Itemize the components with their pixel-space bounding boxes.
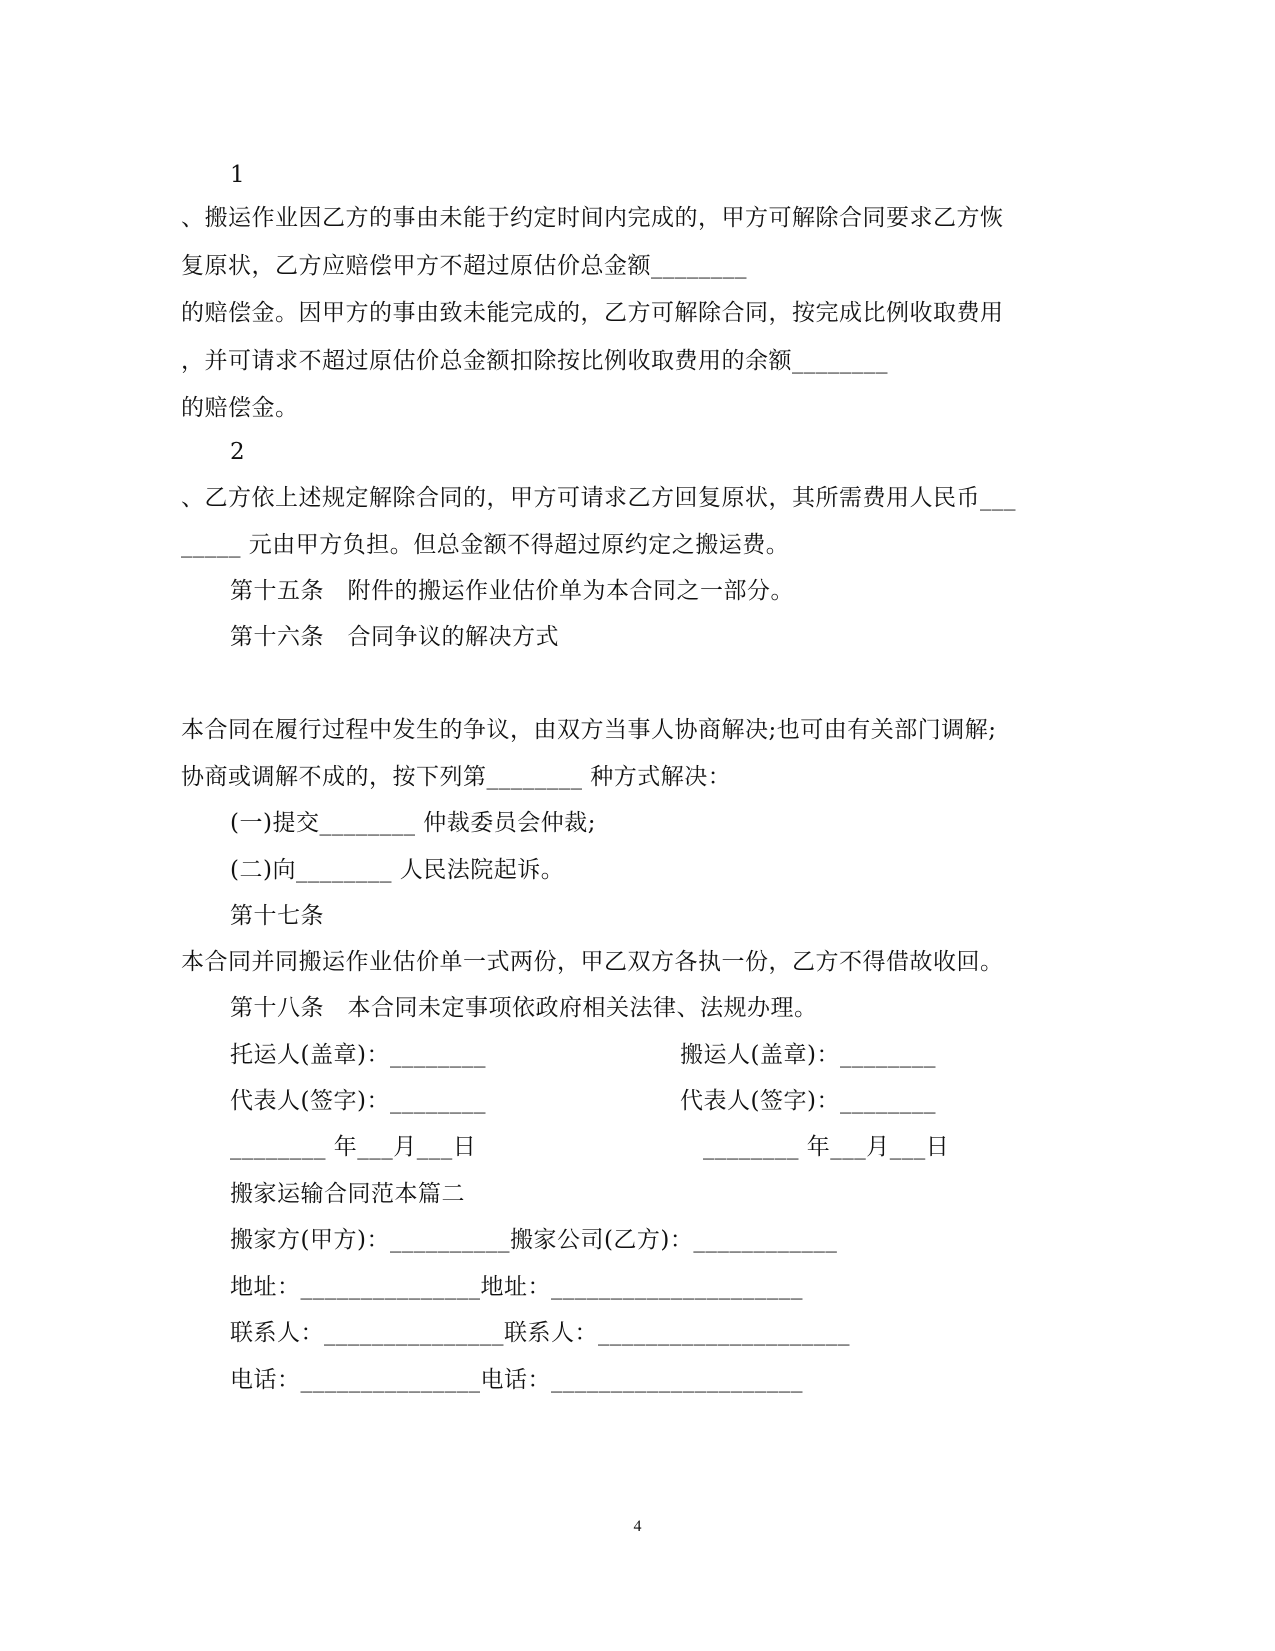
- item-number-2: 2: [230, 439, 246, 465]
- paragraph-line: 的赔偿金。因甲方的事由致未能完成的，乙方可解除合同，按完成比例收取费用: [181, 300, 1004, 326]
- article-18: 第十八条 本合同未定事项依政府相关法律、法规办理。: [230, 995, 818, 1021]
- section-title: 搬家运输合同范本篇二: [230, 1181, 465, 1207]
- paragraph-line: 、搬运作业因乙方的事由未能于约定时间内完成的，甲方可解除合同要求乙方恢: [181, 205, 1004, 231]
- item-number-1: 1: [230, 162, 246, 188]
- page-number: 4: [633, 1518, 642, 1535]
- parties-field: 搬家方(甲方)：__________搬家公司(乙方)：____________: [230, 1227, 838, 1253]
- contact-field: 联系人：_______________联系人：_____________________: [230, 1320, 850, 1346]
- paragraph-line: _____ 元由甲方负担。但总金额不得超过原约定之搬运费。: [181, 532, 790, 558]
- paragraph-line: 本合同并同搬运作业估价单一式两份，甲乙双方各执一份，乙方不得借故收回。: [181, 949, 1004, 975]
- paragraph-line: ，并可请求不超过原估价总金额扣除按比例收取费用的余额________: [181, 348, 888, 374]
- paragraph-line: 、乙方依上述规定解除合同的，甲方可请求乙方回复原状，其所需费用人民币___: [181, 485, 1016, 511]
- option-arbitration: (一)提交________ 仲裁委员会仲裁;: [230, 810, 597, 836]
- phone-field: 电话：_______________电话：_____________________: [230, 1367, 803, 1393]
- article-15: 第十五条 附件的搬运作业估价单为本合同之一部分。: [230, 578, 794, 604]
- address-field: 地址：_______________地址：_____________________: [230, 1274, 803, 1300]
- carrier-seal-field: 搬运人(盖章)：________: [680, 1042, 936, 1068]
- paragraph-line: 复原状，乙方应赔偿甲方不超过原估价总金额________: [181, 253, 747, 279]
- shipper-seal-field: 托运人(盖章)：________: [230, 1042, 486, 1068]
- paragraph-line: 本合同在履行过程中发生的争议，由双方当事人协商解决;也可由有关部门调解;: [181, 717, 997, 743]
- paragraph-line: 协商或调解不成的，按下列第________ 种方式解决：: [181, 764, 732, 790]
- article-17-heading: 第十七条: [230, 903, 324, 929]
- carrier-date-field: ________ 年___月___日: [703, 1134, 950, 1160]
- option-court: (二)向________ 人民法院起诉。: [230, 857, 565, 883]
- shipper-rep-signature-field: 代表人(签字)：________: [230, 1088, 486, 1114]
- paragraph-line: 的赔偿金。: [181, 395, 299, 421]
- carrier-rep-signature-field: 代表人(签字)：________: [680, 1088, 936, 1114]
- article-16-heading: 第十六条 合同争议的解决方式: [230, 624, 559, 650]
- shipper-date-field: ________ 年___月___日: [230, 1134, 477, 1160]
